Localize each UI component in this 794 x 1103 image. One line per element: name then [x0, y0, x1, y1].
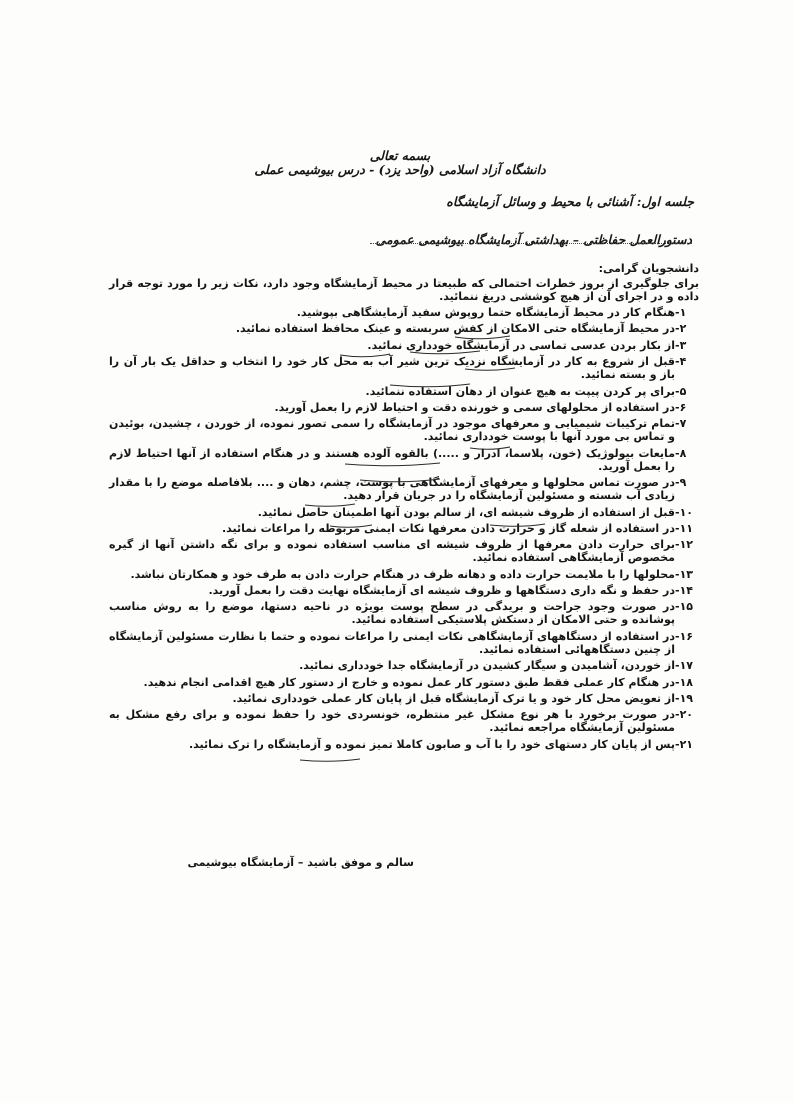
rule-number: ۱۰-: [675, 505, 694, 519]
rule-text: برای حرارت دادن معرفها از ظروف شیشه ای مناسب استفاده نموده و برای نگه داشتن آنها از گیره مخصوص آزمایشگاهی استفاده نمائید.: [109, 538, 675, 565]
rule-item: [109, 708, 699, 734]
rule-number: ۷-: [675, 417, 687, 431]
rule-number: ۱۶-: [675, 629, 694, 643]
rule-number: ۱۵-: [675, 600, 694, 614]
rule-number: ۳-: [675, 338, 687, 352]
rule-text: پس از پایان کار دستهای خود را با آب و صابون کاملا تمیز نموده و آزمایشگاه را ترک نمائید.: [188, 737, 675, 751]
rule-text: در هنگام کار عملی فقط طبق دستور کار عمل نموده و خارج از دستور کار هیچ اقدامی انجام ندهید.: [143, 675, 675, 689]
rule-item: [109, 538, 699, 564]
rule-text: در صورت وجود جراحت و بریدگی در سطح پوست بویژه در ناحیه دستها، موضع را به روش مناسب پوشانده و حتی الامکان از دستکش پلاستیکی استفاده نمائید.: [109, 600, 675, 627]
intro-paragraph: برای جلوگیری از بروز خطرات احتمالی که طبیعتا در محیط آزمایشگاه وجود دارد، نکات زیر را مورد توجه قرار داده و در اجرای آن از هیچ کوششی دریغ ننمائید.: [109, 277, 699, 303]
rule-item: [109, 339, 699, 352]
rule-item: [109, 600, 699, 626]
rule-number: ۸-: [675, 446, 687, 460]
title-underline: [370, 243, 692, 244]
university-heading: دانشگاه آزاد اسلامی (واحد یزد) - درس بیوشیمی عملی: [254, 162, 546, 177]
rule-text: از بکار بردن عدسی تماسی در آزمایشگاه خودداری نمائید.: [367, 338, 675, 352]
rule-text: در صورت برخورد با هر نوع مشکل غیر منتظره، خونسردی خود را حفظ نموده و برای رفع مشکل به مسئولین آزمایشگاه مراجعه نمائید.: [109, 708, 675, 735]
rule-text: در محیط آزمایشگاه حتی الامکان از کفش سربسته و عینک محافظ استفاده نمائید.: [235, 322, 675, 336]
rule-item: [109, 630, 699, 656]
rule-text: هنگام کار در محیط آزمایشگاه حتما روپوش سفید آزمایشگاهی بپوشید.: [296, 306, 675, 319]
rule-text: محلولها را با ملایمت حرارت داده و دهانه ظرف در هنگام حرارت دادن به طرف خود و همکارتان نباشد.: [130, 567, 675, 581]
rule-text: در صورت تماس محلولها و معرفهای آزمایشگاهی با پوست، چشم، دهان و .... بلافاصله موضع را با مقدار زیادی آب شسته و مسئولین آزمایشگاه را در جریان قرار دهید.: [109, 476, 675, 503]
rules-list: [109, 306, 699, 751]
greeting: دانشجویان گرامی:: [598, 262, 699, 275]
rule-number: ۱-: [675, 306, 687, 319]
rule-text: قبل از شروع به کار در آزمایشگاه نزدیک ترین شیر آب به محل کار خود را انتخاب و حداقل یک بار آن را باز و بسته نمائید.: [109, 355, 675, 382]
rule-text: تمام ترکیبات شیمیایی و معرفهای موجود در آزمایشگاه را سمی تصور نموده، از خوردن ، چشیدن، بوئیدن و تماس بی مورد آنها با پوست خودداری نمائید.: [109, 417, 675, 444]
rule-item: [109, 385, 699, 398]
rule-number: ۶-: [675, 400, 687, 414]
rule-item: [109, 306, 699, 319]
rule-text: برای پر کردن پیپت به هیچ عنوان از دهان استفاده ننمائید.: [365, 384, 675, 398]
rule-item: [109, 355, 699, 381]
session-heading: جلسه اول: آشنائی با محیط و وسائل آزمایشگاه: [446, 194, 694, 209]
rule-number: ۱۳-: [675, 567, 694, 581]
rule-number: ۱۴-: [675, 584, 694, 598]
rule-number: ۲-: [675, 322, 687, 336]
rule-item: [109, 417, 699, 443]
rule-number: ۴-: [675, 355, 687, 369]
rule-text: مایعات بیولوژیک (خون، پلاسما، ادرار و .....) بالقوه آلوده هستند و در هنگام استفاده از آنها احتیاط لازم را بعمل آورید.: [109, 446, 675, 473]
rule-number: ۱۲-: [675, 538, 694, 552]
rule-item: [109, 506, 699, 519]
rule-number: ۱۸-: [675, 675, 694, 689]
rule-text: از خوردن، آشامیدن و سیگار کشیدن در آزمایشگاه جدا خودداری نمائید.: [299, 659, 675, 673]
rule-text: در استفاده از محلولهای سمی و خورنده دقت و احتیاط لازم را بعمل آورید.: [274, 400, 675, 414]
rule-item: [109, 659, 699, 672]
rule-number: ۹-: [675, 476, 687, 490]
rule-item: [109, 322, 699, 335]
bismillah-heading: بسمه تعالی: [369, 148, 431, 163]
rule-item: [109, 584, 699, 597]
rule-number: ۲۰-: [675, 708, 694, 722]
rule-item: [109, 401, 699, 414]
rule-item: [109, 447, 699, 473]
rule-text: در استفاده از دستگاههای آزمایشگاهی نکات ایمنی را مراعات نموده و حتما با نظارت مسئولین آزمایشگاه از چنین دستگاههائی استفاده نمائید.: [109, 629, 675, 656]
rule-item: [109, 522, 699, 535]
document-title: دستورالعمل حفاظتی – بهداشتی آزمایشگاه بیوشیمی عمومی: [375, 232, 692, 247]
rule-item: [109, 692, 699, 705]
rule-number: ۱۹-: [675, 692, 694, 706]
rule-text: در استفاده از شعله گاز و حرارت دادن معرفها نکات ایمنی مربوطه را مراعات نمائید.: [221, 521, 675, 535]
rule-item: [109, 738, 699, 751]
rule-number: ۱۱-: [675, 521, 694, 535]
rule-text: در حفظ و نگه داری دستگاهها و ظروف شیشه ای آزمایشگاه نهایت دقت را بعمل آورید.: [208, 584, 675, 598]
rule-item: [109, 676, 699, 689]
rule-item: [109, 476, 699, 502]
rule-text: قبل از استفاده از ظروف شیشه ای، از سالم بودن آنها اطمینان حاصل نمائید.: [257, 505, 675, 519]
closing-signature: سالم و موفق باشید – آزمایشگاه بیوشیمی: [187, 856, 414, 869]
rule-number: ۵-: [675, 384, 687, 398]
rule-number: ۱۷-: [675, 659, 694, 673]
rule-item: [109, 568, 699, 581]
rule-number: ۲۱-: [675, 737, 694, 751]
rule-text: از تعویض محل کار خود و یا ترک آزمایشگاه قبل از پایان کار عملی خودداری نمائید.: [232, 692, 675, 706]
document-body: [109, 262, 699, 754]
